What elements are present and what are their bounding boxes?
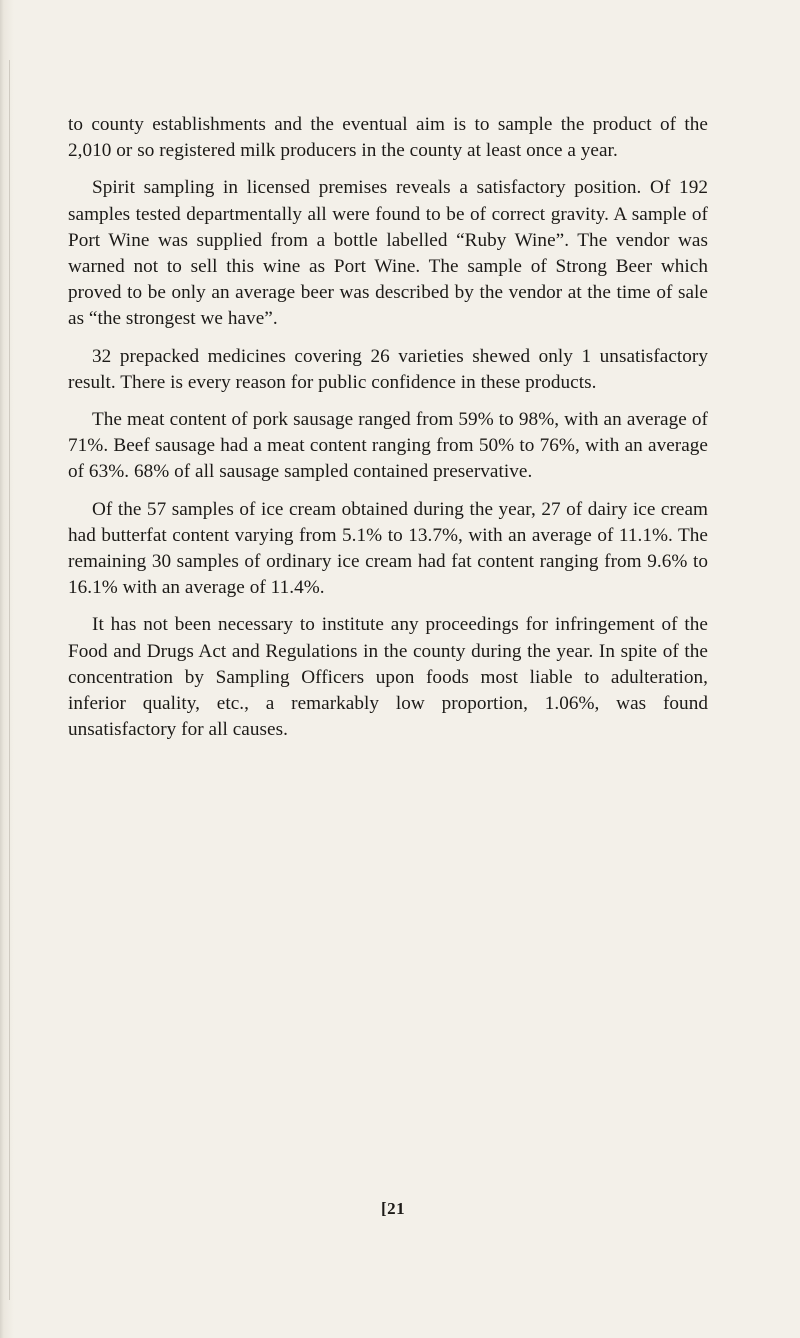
- paragraph-sausage-meat-content: The meat content of pork sausage ranged from 59% to 98%, with an average of 71%. Beef sausage had a meat content ranging from 50% to 76%, with an average of 63%. 68% of all sausage sampled contained preservative.: [68, 409, 708, 483]
- paragraph-ice-cream: Of the 57 samples of ice cream obtained during the year, 27 of dairy ice cream had butterfat content varying from 5.1% to 13.7%, with an average of 11.1%. The remaining 30 samples of ordinary ice cream had fat content ranging from 9.6% to 16.1% with an average of 11.4%.: [68, 498, 708, 599]
- paragraph-prepacked-medicines: 32 prepacked medicines covering 26 varieties shewed only 1 unsatisfactory result. There is every reason for public confidence in these products.: [68, 345, 708, 393]
- page-number: [21: [381, 1199, 406, 1218]
- scan-edge: [0, 0, 14, 1338]
- paragraph-proceedings: It has not been necessary to institute any proceedings for infringement of the Food and Drugs Act and Regulations in the county during the year. In spite of the concentration by Sampling Officers upon foods most liable to adulteration, inferior quality, etc., a remarkably low proportion, 1.06%, was found unsatisfactory for all causes.: [68, 614, 708, 741]
- paragraph-continuation: to county establishments and the eventual aim is to sample the product of the 2,010 or so registered milk producers in the county at least once a year.: [68, 114, 708, 162]
- scan-binding-line: [9, 60, 10, 1300]
- paragraph-spirit-sampling: Spirit sampling in licensed premises reveals a satisfactory position. Of 192 samples tested departmentally all were found to be of correct gravity. A sample of Port Wine was supplied from a bottle labelled “Ruby Wine”. The vendor was warned not to sell this wine as Port Wine. The sample of Strong Beer which proved to be only an average beer was described by the vendor at the time of sale as “the strongest we have”.: [68, 177, 708, 330]
- page-body: [68, 112, 708, 754]
